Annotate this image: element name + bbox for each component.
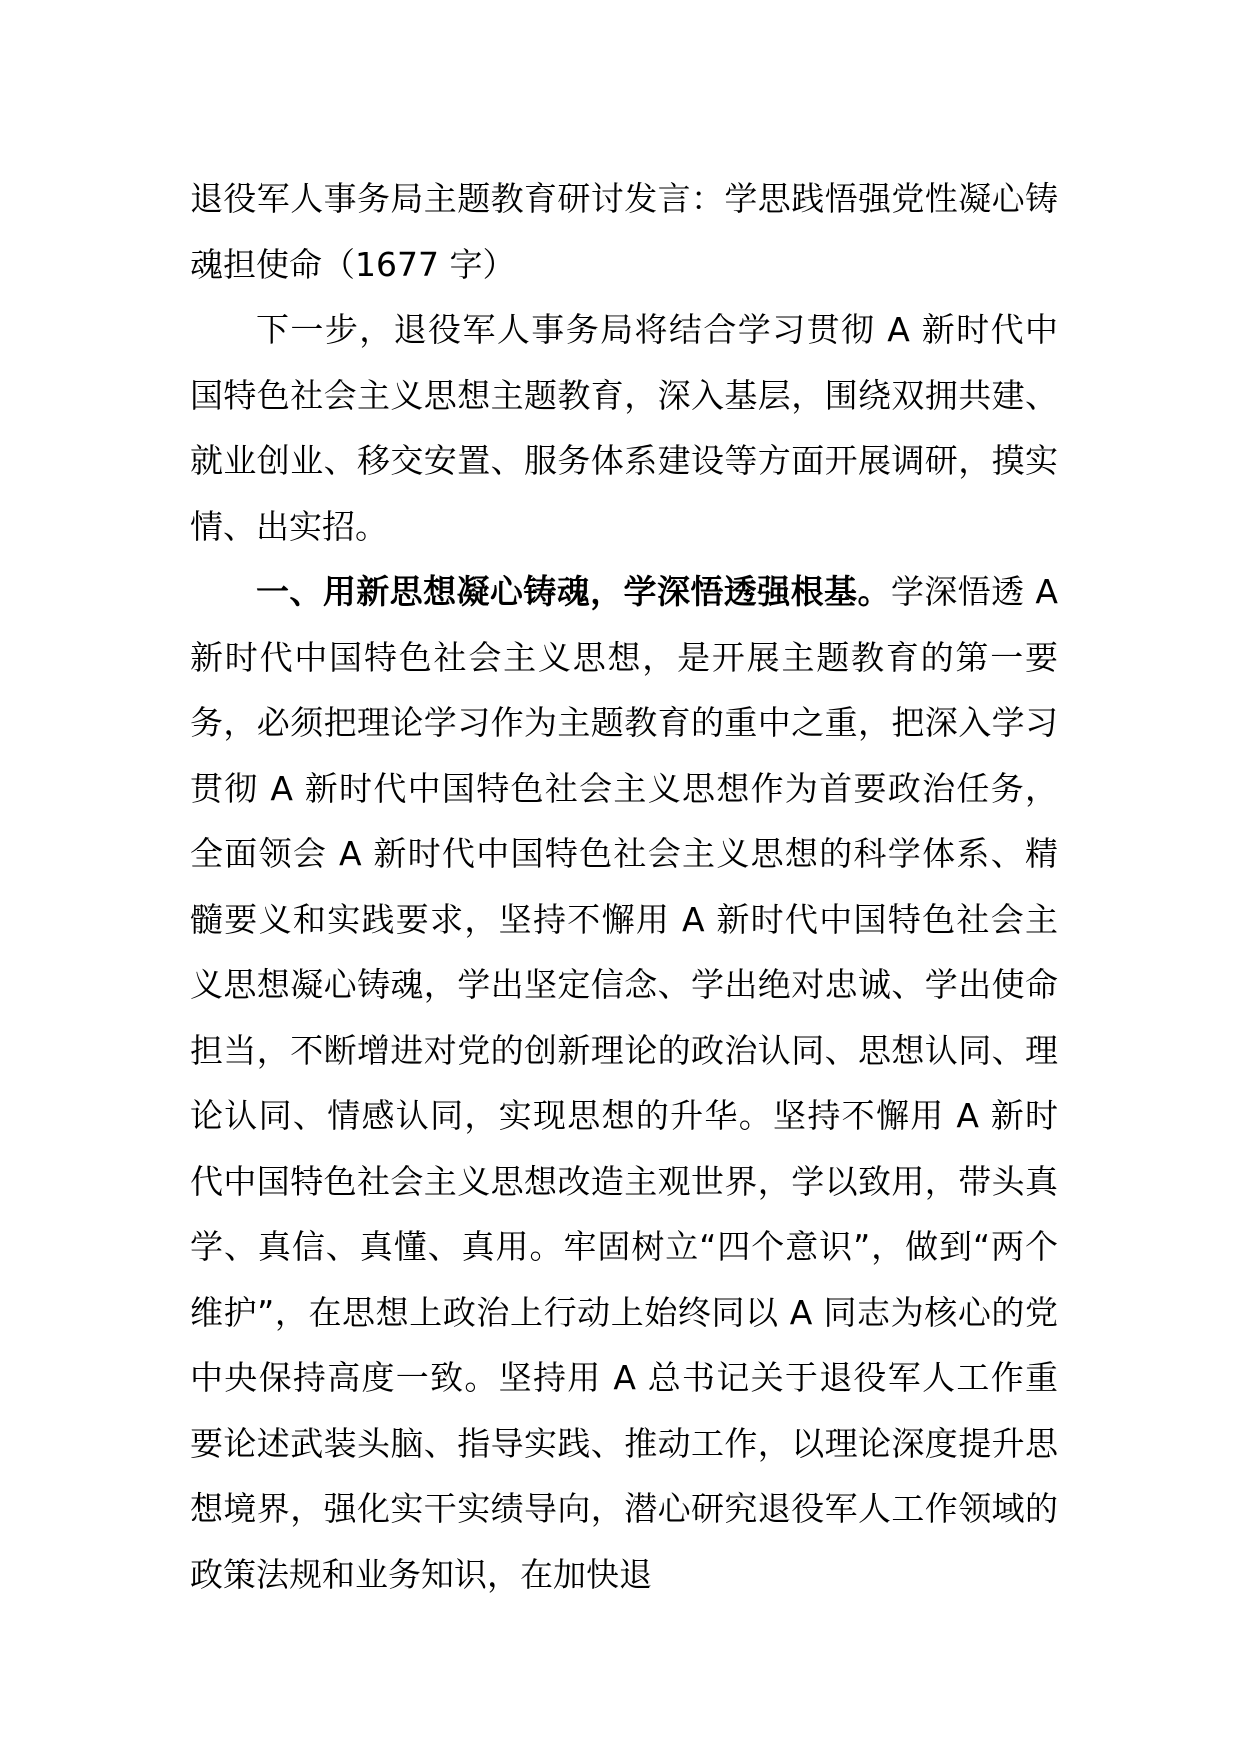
paragraph-text: 下一步，退役军人事务局将结合学习贯彻 A 新时代中国特色社会主义思想主题教育，深入基层，围绕双拥共建、就业创业、移交安置、服务体系建设等方面开展调研，摸实情、出实招。 xyxy=(190,310,1058,546)
paragraph-next-steps xyxy=(190,297,1058,559)
document-body xyxy=(190,166,1058,1607)
paragraph-text: 学深悟透 A 新时代中国特色社会主义思想，是开展主题教育的第一要务，必须把理论学习作为主题教育的重中之重，把深入学习贯彻 A 新时代中国特色社会主义思想作为首要政治任务，全面领会 A 新时代中国特色社会主义思想的科学体系、精髓要义和实践要求，坚持不懈用 A 新时代中国特色社会主义思想凝心铸魂，学出坚定信念、学出绝对忠诚、学出使命担当，不断增进对党的创新理论的政治认同、思想认同、理论认同、情感认同，实现思想的升华。坚持不懈用 A 新时代中国特色社会主义思想改造主观世界，学以致用，带头真学、真信、真懂、真用。牢固树立“四个意识”，做到“两个维护”，在思想上政治上行动上始终同以 A 同志为核心的党中央保持高度一致。坚持用 A 总书记关于退役军人工作重要论述武装头脑、指导实践、推动工作，以理论深度提升思想境界，强化实干实绩导向，潜心研究退役军人工作领域的政策法规和业务知识，在加快退 xyxy=(190,572,1058,1594)
section-heading: 一、用新思想凝心铸魂，学深悟透强根基。 xyxy=(256,572,891,611)
paragraph-section-one xyxy=(190,559,1058,1607)
document-title: 退役军人事务局主题教育研讨发言：学思践悟强党性凝心铸魂担使命（1677 字） xyxy=(190,179,1058,284)
